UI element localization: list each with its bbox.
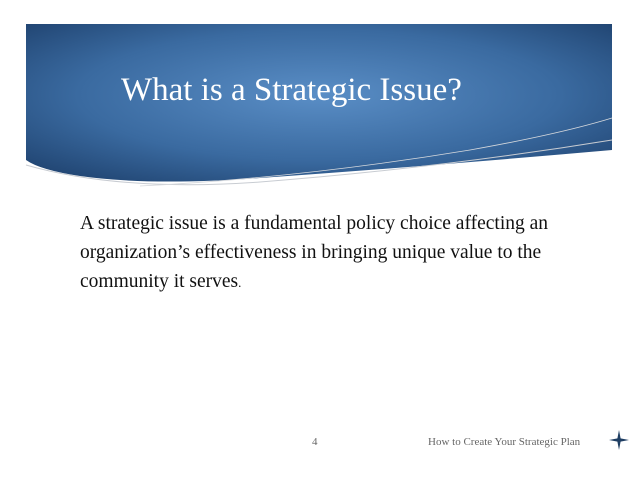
- star-icon: [609, 430, 629, 450]
- slide-title: What is a Strategic Issue?: [121, 72, 462, 108]
- slide-body: [80, 209, 580, 297]
- footer-title: How to Create Your Strategic Plan: [428, 436, 581, 448]
- page-number: 4: [312, 436, 318, 448]
- body-text: A strategic issue is a fundamental policy choice affecting an organization’s effectiveness in bringing unique value to the community it serves: [80, 213, 549, 292]
- body-period: .: [238, 275, 242, 290]
